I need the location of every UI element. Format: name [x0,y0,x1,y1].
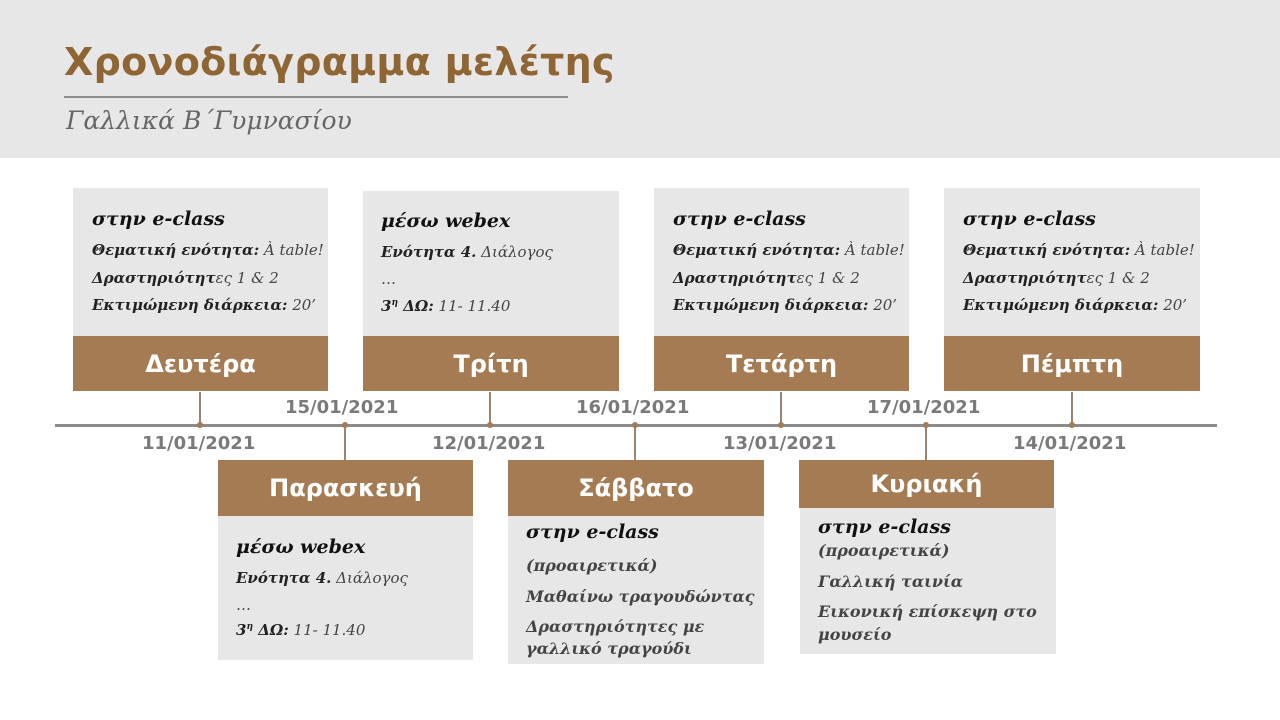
card-saturday-line3a: Δραστηριότητες με [526,617,705,636]
card-thursday-title: στην e-class [963,208,1096,230]
timeline-marker [487,422,493,428]
card-saturday-line2: Μαθαίνω τραγουδώντας [526,587,755,606]
date-label-wednesday: 13/01/2021 [723,433,837,454]
date-label-sunday: 17/01/2021 [867,397,981,418]
timeline-tick-tuesday [489,392,491,425]
card-saturday-title: στην e-class [526,521,659,543]
card-thursday-line2: Δραστηριότητες 1 & 2 [963,269,1150,287]
card-sunday-line1: (προαιρετικά) [818,541,950,560]
card-wednesday-line1: Θεματική ενότητα: À table! [673,241,905,259]
day-label-tuesday: Τρίτη [363,336,619,391]
timeline-tick-friday [344,426,346,460]
card-friday-line2: … [236,596,251,614]
card-sunday-line3b: μουσείο [818,625,892,644]
timeline-tick-sunday [925,426,927,460]
day-label-monday: Δευτέρα [73,336,328,391]
date-label-tuesday: 12/01/2021 [432,433,546,454]
card-sunday-title: στην e-class [818,516,951,538]
card-monday-title: στην e-class [92,208,225,230]
timeline-marker [197,422,203,428]
date-label-thursday: 14/01/2021 [1013,433,1127,454]
card-friday-title: μέσω webex [236,536,366,558]
card-saturday-line1: (προαιρετικά) [526,556,658,575]
timeline-marker [778,422,784,428]
timeline-tick-wednesday [780,392,782,425]
date-label-monday: 11/01/2021 [142,433,256,454]
day-label-sunday: Κυριακή [799,460,1054,508]
card-wednesday-title: στην e-class [673,208,806,230]
card-tuesday-line3: $3^\eta$ ΔΩ: 11- 11.40 [381,297,511,315]
card-saturday-line3b: γαλλικό τραγούδι [526,639,692,658]
day-label-thursday: Πέμπτη [944,336,1200,391]
date-label-saturday: 16/01/2021 [576,397,690,418]
date-label-friday: 15/01/2021 [285,397,399,418]
card-tuesday-line1: Ενότητα 4. Διάλογος [381,243,553,261]
timeline-marker [342,422,348,428]
card-thursday-line3: Εκτιμώμενη διάρκεια: 20’ [963,296,1188,314]
day-label-wednesday: Τετάρτη [654,336,909,391]
timeline-tick-saturday [634,426,636,460]
card-tuesday-line2: … [381,270,396,288]
timeline-tick-thursday [1071,392,1073,425]
page-title: Χρονοδιάγραμμα μελέτης [64,40,615,84]
timeline-tick-monday [199,392,201,425]
card-monday-line2: Δραστηριότητες 1 & 2 [92,269,279,287]
page-subtitle: Γαλλικά Β΄Γυμνασίου [66,106,352,135]
timeline-marker [1069,422,1075,428]
card-sunday-line2: Γαλλική ταινία [818,572,964,591]
timeline-marker [923,422,929,428]
day-label-friday: Παρασκευή [218,460,473,516]
card-friday-line1: Ενότητα 4. Διάλογος [236,569,408,587]
card-tuesday-title: μέσω webex [381,210,511,232]
card-thursday-line1: Θεματική ενότητα: À table! [963,241,1195,259]
card-friday-line3: $3^\eta$ ΔΩ: 11- 11.40 [236,621,366,639]
title-divider [64,96,568,98]
card-monday-line3: Εκτιμώμενη διάρκεια: 20’ [92,296,317,314]
timeline-marker [632,422,638,428]
card-wednesday-line3: Εκτιμώμενη διάρκεια: 20’ [673,296,898,314]
card-sunday-line3a: Εικονική επίσκεψη στο [818,602,1037,621]
card-monday-line1: Θεματική ενότητα: À table! [92,241,324,259]
day-label-saturday: Σάββατο [508,460,764,516]
card-wednesday-line2: Δραστηριότητες 1 & 2 [673,269,860,287]
